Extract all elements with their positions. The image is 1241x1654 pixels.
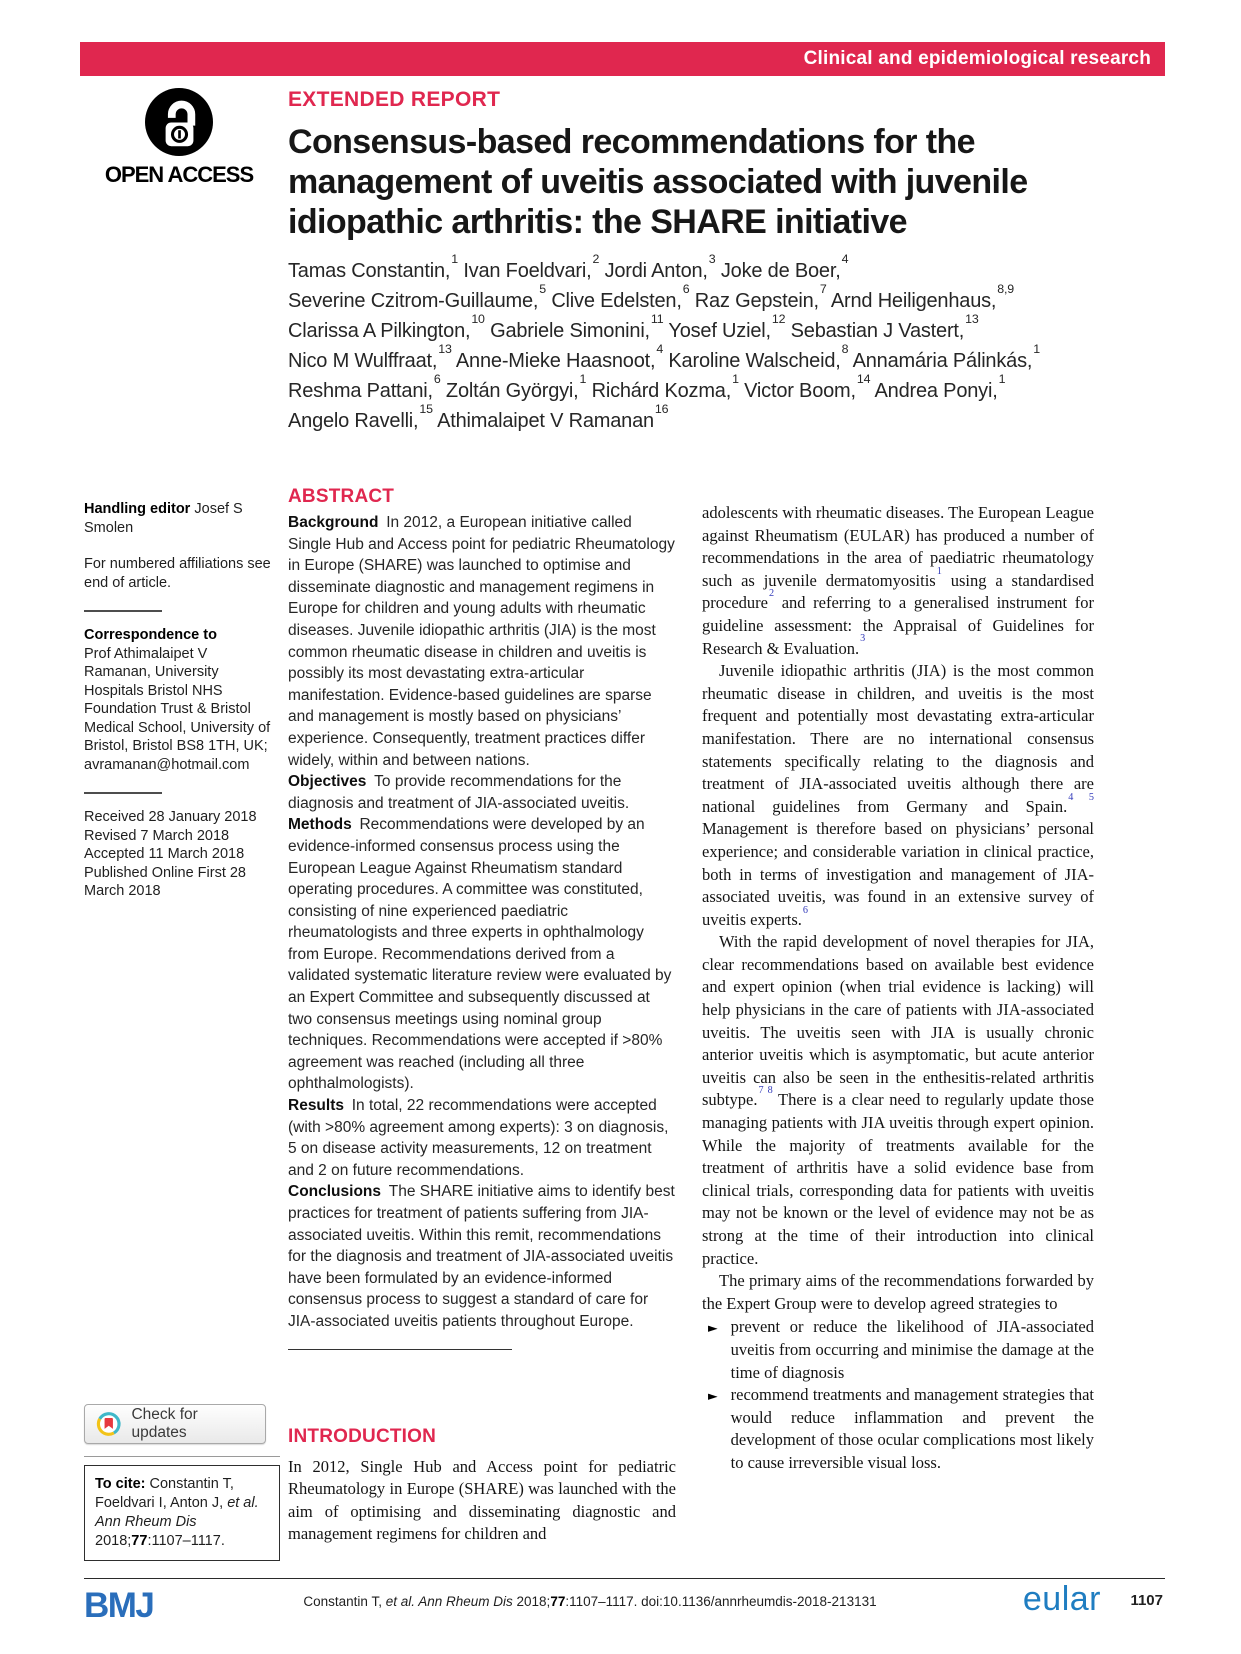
open-access-label: OPEN ACCESS bbox=[104, 162, 254, 187]
footer-cite-authors: Constantin T, bbox=[303, 1594, 386, 1609]
open-access-badge bbox=[100, 88, 258, 188]
abstract-section: Conclusions The SHARE initiative aims to identify best practices for treatment of patients suffering from JIA-associated uveitis. Within this remit, recommendations for the diagnosis and treatment of JIA-associated uveitis have been formulated by an evidence-informed consensus process to suggest a standard of care for JIA-associated uveitis patients throughout Europe. bbox=[288, 1183, 675, 1330]
divider bbox=[288, 1349, 512, 1350]
footer-cite-year: 2018; bbox=[516, 1594, 551, 1609]
author-line bbox=[288, 341, 1168, 376]
footer-cite-volume: 77 bbox=[550, 1594, 566, 1609]
page-number: 1107 bbox=[1130, 1592, 1163, 1609]
bullet-text: recommend treatments and management strategies that would reduce inflammation and prevent the development of those ocular complications most likely to cause irreversible visual loss. bbox=[730, 1385, 1094, 1472]
author: Severine Czitrom-Guillaume,$^5$ bbox=[288, 281, 546, 312]
revised-date: Revised 7 March 2018 bbox=[84, 827, 230, 844]
abstract-section: Background In 2012, a European initiative called Single Hub and Access point for pediatric Rheumatology in Europe (SHARE) was launched to optimise and disseminate diagnostic and management regimens in Europe for children and young adults with rheumatic diseases. Juvenile idiopathic arthritis (JIA) is the most common rheumatic disease in children and uveitis is possibly its most devastating extra-articular manifestation. Evidence-based guidelines are sparse and management is mostly based on physicians’ experience. Consequently, treatment practices differ widely, within and between nations. bbox=[288, 514, 675, 769]
introduction-heading: INTRODUCTION bbox=[288, 1425, 437, 1447]
cite-label: To cite: bbox=[95, 1476, 150, 1492]
open-lock-icon bbox=[145, 88, 213, 156]
published-date: Published Online First 28 March 2018 bbox=[84, 864, 246, 899]
footer-citation bbox=[300, 1594, 880, 1609]
author: Yosef Uziel,$^{12}$ bbox=[668, 311, 786, 342]
abstract-heading: ABSTRACT bbox=[288, 486, 395, 507]
abstract-column bbox=[288, 486, 676, 1568]
body-column bbox=[702, 502, 1094, 1570]
author: Victor Boom,$^{14}$ bbox=[744, 371, 871, 402]
handling-editor-name: Josef S Smolen bbox=[84, 501, 243, 536]
author: Arnd Heiligenhaus,$^{8,9}$ bbox=[830, 281, 1014, 312]
footer-cite-doi: :1107–1117. doi:10.1136/annrheumdis-2018-213131 bbox=[565, 1594, 877, 1609]
received-date: Received 28 January 2018 bbox=[84, 809, 257, 825]
banner-label: Clinical and epidemiological research bbox=[803, 48, 1151, 69]
sidebar-notes bbox=[84, 500, 278, 901]
footer-rule bbox=[84, 1578, 1165, 1579]
sidebar-bottom bbox=[84, 1404, 282, 1561]
author: Tamas Constantin,$^1$ bbox=[288, 251, 458, 282]
affiliations-note: For numbered affiliations see end of article. bbox=[84, 556, 271, 591]
body-paragraph: Juvenile idiopathic arthritis (JIA) is the most common rheumatic disease in children, and uveitis is the most frequent and potentially most devastating extra-articular manifestation. There are no international consensus statements specifically relating to the diagnosis and treatment of JIA-associated uveitis although there are national guidelines from Germany and Spain.$^{4 5}$ Management is therefore based on physicians’ personal experience; and considerable variation in clinical practice, both in terms of investigation and management of JIA-associated uveitis, was found in an extensive survey of uveitis experts.$^6$ bbox=[702, 661, 1094, 929]
check-for-updates-button[interactable] bbox=[84, 1404, 266, 1444]
bullet-icon: ► bbox=[708, 1388, 718, 1404]
author: Angelo Ravelli,$^{15}$ bbox=[288, 401, 433, 432]
footer-cite-journal: et al. Ann Rheum Dis bbox=[385, 1594, 517, 1609]
article-type: EXTENDED REPORT bbox=[288, 88, 501, 111]
divider bbox=[84, 792, 162, 794]
title-line: management of uveitis associated with juvenile bbox=[288, 163, 1028, 201]
author: Zoltán Györgyi,$^1$ bbox=[445, 371, 587, 402]
abstract-section: Results In total, 22 recommendations were accepted (with >80% agreement among experts): 3 on diagnosis, 5 on disease activity measurements, 12 on treatment and 2 on future recommendations. bbox=[288, 1097, 669, 1179]
author-line bbox=[288, 401, 1168, 436]
author: Clive Edelsten,$^6$ bbox=[551, 281, 690, 312]
article-dates bbox=[84, 808, 278, 901]
cite-authors: Constantin T, Foeldvari I, Anton J, bbox=[95, 1476, 234, 1511]
bullet-text: prevent or reduce the likelihood of JIA-associated uveitis from occurring and minimise the damage at the time of diagnosis bbox=[730, 1317, 1094, 1382]
divider bbox=[84, 610, 162, 612]
author-list bbox=[288, 251, 1168, 436]
author: Richárd Kozma,$^1$ bbox=[591, 371, 739, 402]
author: Clarissa A Pilkington,$^{10}$ bbox=[288, 311, 485, 342]
list-item bbox=[708, 1316, 1094, 1384]
intro-paragraphs bbox=[702, 502, 1094, 1315]
eular-logo: eular bbox=[1022, 1580, 1101, 1618]
section-banner bbox=[80, 42, 1165, 76]
author: Andrea Ponyi,$^1$ bbox=[874, 371, 1006, 402]
correspondence-label: Correspondence to bbox=[84, 627, 217, 643]
aims-list bbox=[702, 1316, 1094, 1474]
divider bbox=[84, 1456, 280, 1457]
author: Reshma Pattani,$^6$ bbox=[288, 371, 441, 402]
abstract-section: Methods Recommendations were developed by an evidence-informed consensus process using the European League Against Rheumatism standard operating procedures. A committee was constituted, consisting of nine experienced paediatric rheumatologists and three experts in ophthalmology from Europe. Recommendations derived from a validated systematic literature review were evaluated by an Expert Committee and subsequently discussed at two consensus meetings using nominal group techniques. Recommendations were accepted if >80% agreement was reached (including all three ophthalmologists). bbox=[288, 816, 672, 1093]
list-item bbox=[708, 1384, 1094, 1474]
introduction-lead-paragraph: In 2012, Single Hub and Access point for pediatric Rheumatology in Europe (SHARE) was launched with the aim of optimising and disseminating diagnostic and management regimens for children and bbox=[288, 1456, 676, 1544]
cite-journal: et al. Ann Rheum Dis bbox=[95, 1495, 259, 1530]
handling-editor-label: Handling editor bbox=[84, 501, 191, 517]
author: Ivan Foeldvari,$^2$ bbox=[463, 251, 600, 282]
cite-volume: 77 bbox=[131, 1533, 148, 1549]
author: Karoline Walscheid,$^8$ bbox=[668, 341, 849, 372]
author: Sebastian J Vastert,$^{13}$ bbox=[790, 311, 979, 342]
title-line: Consensus-based recommendations for the bbox=[288, 123, 975, 161]
accepted-date: Accepted 11 March 2018 bbox=[84, 846, 245, 862]
author: Annamária Pálinkás,$^1$ bbox=[852, 341, 1040, 372]
crossmark-icon bbox=[95, 1410, 122, 1438]
bmj-logo: BMJ bbox=[84, 1586, 154, 1625]
check-for-updates-label: Check for updates bbox=[131, 1406, 198, 1441]
author: Raz Gepstein,$^7$ bbox=[694, 281, 827, 312]
author-line bbox=[288, 281, 1168, 316]
correspondence-text: Prof Athimalaipet V Ramanan, University Hospitals Bristol NHS Foundation Trust & Bristol Medical School, University of Bristol, Bristol BS8 1TH, UK; avramanan@hotmail.com bbox=[84, 645, 271, 773]
author: Nico M Wulffraat,$^{13}$ bbox=[288, 341, 452, 372]
body-paragraph: The primary aims of the recommendations forwarded by the Expert Group were to develop agreed strategies to bbox=[702, 1271, 1094, 1313]
correspondence bbox=[84, 626, 278, 774]
citation-box bbox=[84, 1465, 280, 1561]
author: Anne-Mieke Haasnoot,$^4$ bbox=[455, 341, 664, 372]
author: Joke de Boer,$^4$ bbox=[720, 251, 849, 282]
body-paragraph: With the rapid development of novel therapies for JIA, clear recommendations based on available best evidence and expert opinion (when trial evidence is lacking) will help physicians in the care of patients with JIA-associated uveitis. The uveitis seen with JIA is usually chronic anterior uveitis which is asymptomatic, but acute anterior uveitis can also be seen in the enthesitis-related arthritis subtype.$^{7 8}$ There is a clear need to regularly update those managing patients with JIA uveitis through expert opinion. While the majority of treatments available for the treatment of arthritis have a solid evidence base from clinical trials, corresponding data for patients with uveitis may not be known or the level of evidence may not be as strong at the time of their introduction into clinical practice. bbox=[702, 932, 1094, 1268]
cite-pages: :1107–1117. bbox=[147, 1533, 225, 1549]
author: Athimalaipet V Ramanan$^{16}$ bbox=[437, 401, 669, 432]
article-title bbox=[288, 122, 1168, 242]
author: Jordi Anton,$^3$ bbox=[604, 251, 716, 282]
abstract-sections bbox=[288, 512, 676, 1333]
handling-editor bbox=[84, 500, 278, 537]
body-paragraph: adolescents with rheumatic diseases. The European League against Rheumatism (EULAR) has produced a number of recommendations in the area of paediatric rheumatology such as juvenile dermatomyositis$^1$ using a standardised procedure$^2$ and referring to a generalised instrument for guideline assessment: the Appraisal of Guidelines for Research & Evaluation.$^3$ bbox=[702, 503, 1094, 658]
article-header bbox=[288, 88, 1168, 436]
cite-year: 2018; bbox=[95, 1533, 132, 1549]
abstract-section: Objectives To provide recommendations for the diagnosis and treatment of JIA-associated uveitis. bbox=[288, 773, 630, 812]
author-line bbox=[288, 251, 1168, 286]
bullet-icon: ► bbox=[708, 1320, 718, 1336]
title-line: idiopathic arthritis: the SHARE initiative bbox=[288, 203, 907, 241]
author: Gabriele Simonini,$^{11}$ bbox=[490, 311, 664, 342]
